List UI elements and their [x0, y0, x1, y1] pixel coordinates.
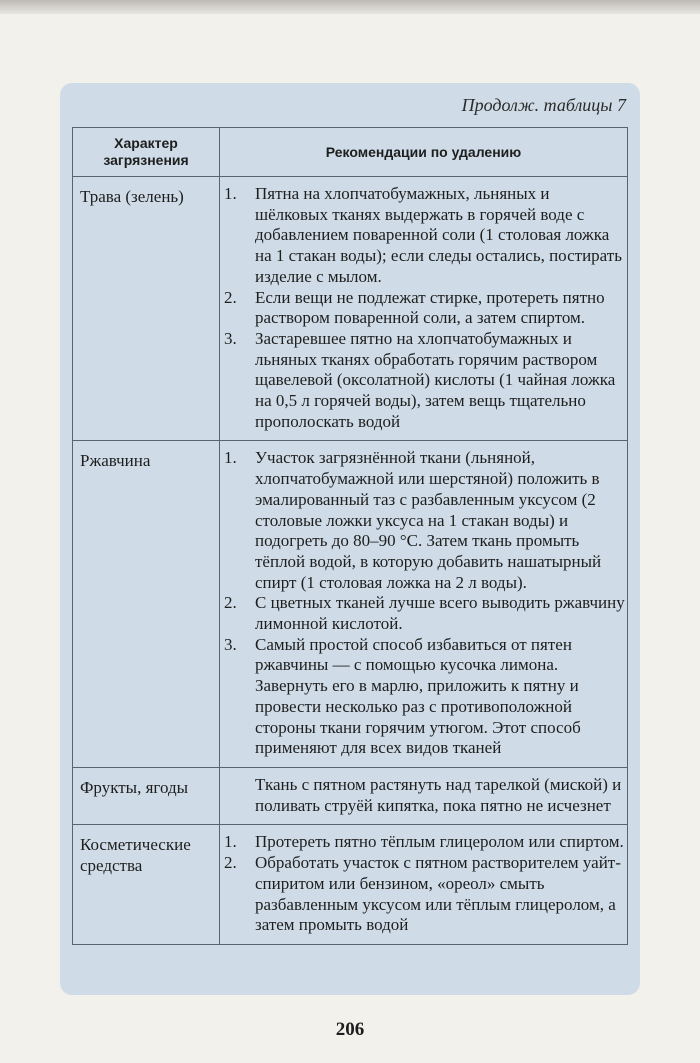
table-row [73, 177, 628, 441]
list-item [224, 635, 625, 759]
item-text: Участок загрязнённой ткани (льняной, хлопчатобумажной или шерстяной) положить в эмалированный таз с разбавленным уксусом (2 столовые ложки уксуса на 1 стакан воды) и подогреть до 80–90 °С. Затем ткань промыть тёплой водой, в которую добавить нашатырный спирт (1 столовая ложка на 2 л воды). [255, 448, 602, 592]
item-number: 1. [224, 448, 237, 468]
list-item [224, 593, 625, 634]
recommendation-cell [220, 825, 628, 945]
recommendation-cell [220, 441, 628, 768]
recommendation-list [224, 448, 625, 759]
item-text: Если вещи не подлежат стирке, протереть пятно раствором поваренной соли, а затем спиртом. [255, 287, 605, 328]
table-continuation-caption: Продолж. таблицы 7 [461, 95, 626, 115]
list-item [224, 288, 625, 329]
page-top-edge [0, 0, 700, 14]
category-cell: Ржавчина [73, 441, 220, 768]
item-number: 2. [224, 853, 237, 873]
table-header-row [73, 128, 628, 177]
item-text: Самый простой способ избавиться от пятен ржавчины — с помощью кусочка лимона. Завернуть его в марлю, приложить к пятну и провести несколько раз с противоположной стороны ткани горячим утюгом. Этот способ применяют для всех видов тканей [255, 634, 581, 758]
item-text: Застаревшее пятно на хлопчатобумажных и льняных тканях обработать горячим раствором щавелевой (оксолатной) кислоты (1 чайная ложка на 0,5 л горячей воды), затем вещь тщательно прополоскать водой [255, 328, 616, 431]
list-item [224, 448, 625, 593]
item-text: С цветных тканей лучше всего выводить ржавчину лимонной кислотой. [255, 593, 625, 634]
list-item [224, 329, 625, 433]
table-row [73, 441, 628, 768]
page-number: 206 [335, 1019, 365, 1040]
stain-removal-table [72, 127, 628, 945]
item-number: 2. [224, 287, 237, 307]
table-row [73, 767, 628, 824]
item-number: 3. [224, 634, 237, 654]
list-item [224, 832, 625, 853]
item-number: 1. [224, 184, 237, 203]
item-text: Протереть пятно тёплым глицеролом или спиртом. [255, 832, 624, 852]
recommendation-list [224, 184, 625, 432]
table-row [73, 825, 628, 945]
category-cell: Трава (зелень) [73, 177, 220, 441]
item-text: Пятна на хлопчатобумажных, льняных и шёлковых тканях выдержать в горячей воде с добавлением поваренной соли (1 столовая ложка на 1 стакан воды); если следы остались, постирать изделие с мылом. [255, 184, 622, 286]
recommendation-cell [220, 767, 628, 824]
item-number: 2. [224, 593, 237, 613]
category-cell: Косметические средства [73, 825, 220, 945]
recommendation-list [224, 832, 625, 936]
list-item [224, 853, 625, 936]
list-item [224, 184, 625, 288]
item-text: Обработать участок с пятном растворителем уайт-спиритом или бензином, «ореол» смыть разбавленным уксусом или тёплым глицеролом, а затем промыть водой [255, 853, 621, 935]
item-number: 3. [224, 328, 237, 348]
column-header-recommendations: Рекомендации по удалению [220, 128, 628, 177]
item-number: 1. [224, 832, 237, 852]
column-header-category: Характер загрязнения [73, 128, 220, 177]
table-panel [60, 83, 640, 995]
category-cell: Фрукты, ягоды [73, 767, 220, 824]
recommendation-cell [220, 177, 628, 441]
recommendation-text: Ткань с пятном растянуть над тарелкой (миской) и поливать струёй кипятка, пока пятно не исчезнет [255, 774, 622, 815]
